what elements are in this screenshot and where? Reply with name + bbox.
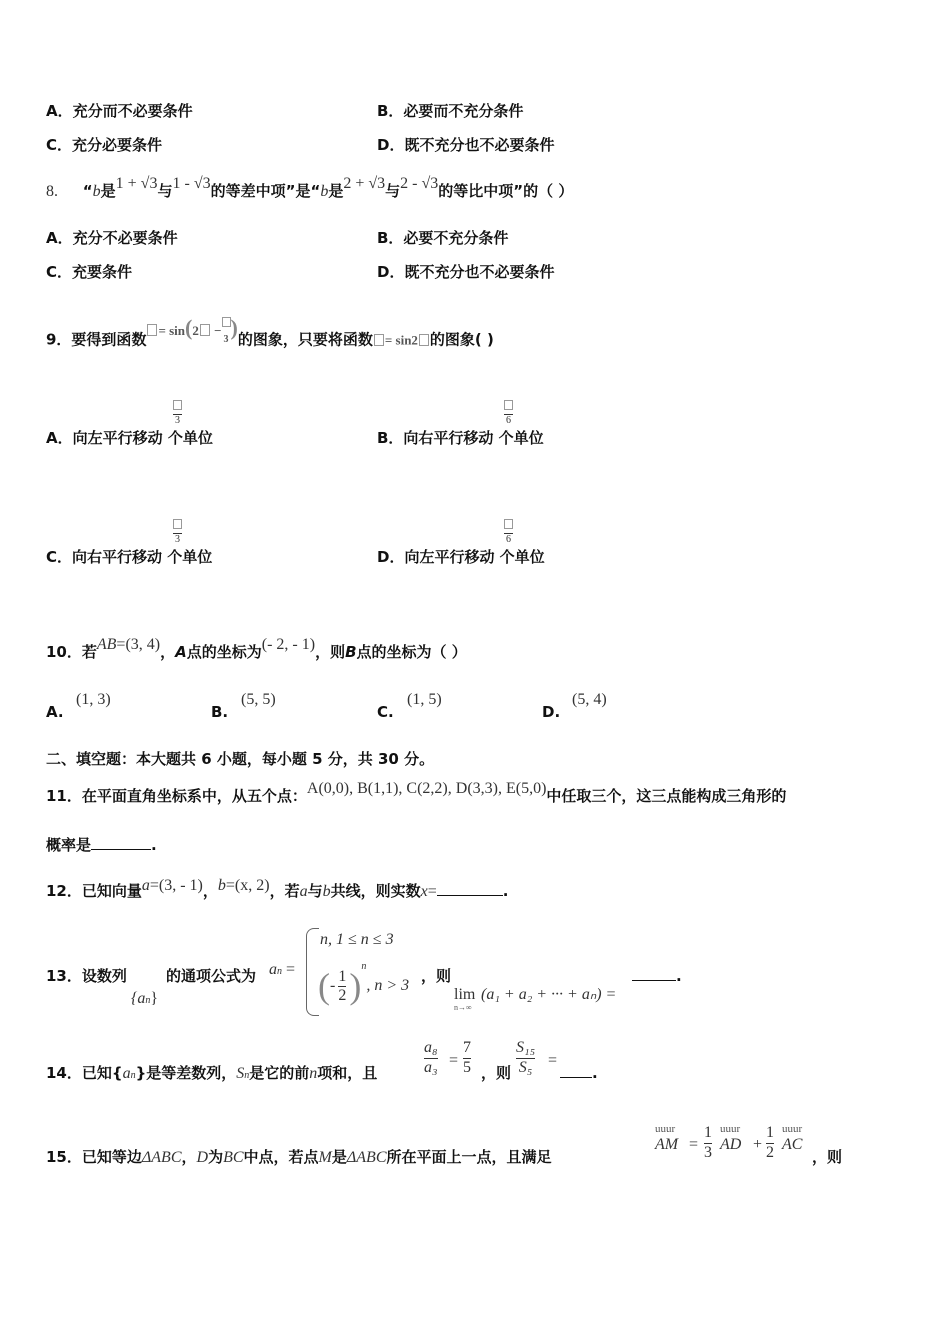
q9-option-b: B．向右平行移动 个单位: [377, 429, 544, 447]
q15-vector-ad: AD: [720, 1136, 742, 1153]
q7-option-c: C．充分必要条件: [46, 136, 163, 154]
q8-option-c: C．充要条件: [46, 263, 133, 281]
q13-lim-sub: n→∞: [454, 1003, 472, 1012]
q13-label: 13．设数列: [46, 967, 127, 985]
answer-blank: [632, 980, 676, 981]
q15-stem: 15．已知等边ΔABC，D为BC中点，若点M是ΔABC所在平面上一点，且满足: [46, 1148, 552, 1166]
q10-option-b-value: (5, 5): [241, 691, 276, 708]
q10-option-c-label: C.: [377, 703, 394, 721]
vector-arrow-am: uuur: [655, 1123, 676, 1135]
placeholder-glyph-icon: [504, 400, 513, 410]
q9-function-2: = sin2: [384, 332, 418, 348]
q8-stem: 8. “b是1 + √3与1 - √3的等差中项”是“b是2 + √3与2 - √3的等比中项”的（ ）: [46, 175, 574, 200]
section-heading: 二、填空题：本大题共 6 小题，每小题 5 分，共 30 分。: [46, 750, 435, 768]
answer-blank: [437, 895, 503, 896]
q9-option-a: A．向左平行移动 个单位: [46, 429, 213, 447]
q7-option-b: B．必要而不充分条件: [377, 102, 524, 120]
placeholder-glyph-icon: [222, 317, 231, 327]
q13-case-2: (- $\frac{1}{2}$ )$^n$, n > 3: [318, 960, 410, 1007]
q7-option-d: D．既不充分也不必要条件: [377, 136, 555, 154]
placeholder-glyph-icon: [173, 400, 182, 410]
q8-option-d: D．既不充分也不必要条件: [377, 263, 555, 281]
q14-stem: 14．已知{an}是等差数列，Sn是它的前n项和，且: [46, 1064, 378, 1082]
q9-option-d: D．向左平行移动 个单位: [377, 548, 545, 566]
q9-b-fraction: 6: [504, 400, 513, 427]
q13-end: .: [632, 969, 682, 984]
q12-vector-a: =(3, - 1): [149, 877, 203, 894]
q9-stem: 9．要得到函数= sin(2 − 3)的图象，只要将函数 = sin2 的图象( ): [46, 314, 494, 349]
q11-points: A(0,0), B(1,1), C(2,2), D(3,3), E(5,0): [306, 780, 547, 797]
q8-option-b: B．必要不充分条件: [377, 229, 509, 247]
answer-blank: [91, 849, 151, 850]
q11-line2: 概率是 .: [46, 836, 157, 854]
q13-sum: (a₁ + a₂ + ··· + aₙ) =: [481, 986, 617, 1003]
q8-expr-4: 2 - √3: [400, 175, 439, 192]
q14-fraction-2: 7 5: [463, 1039, 471, 1076]
q14-fraction-3: S₁₅ S₅: [516, 1039, 536, 1076]
q13-case-1: n, 1 ≤ n ≤ 3: [320, 931, 394, 948]
q13-sequence: {an}: [131, 990, 159, 1007]
q15-vector-am: AM: [655, 1136, 679, 1153]
q10-option-d-value: (5, 4): [572, 691, 607, 708]
q13-then: ，则: [421, 967, 452, 985]
q9-function-1: = sin(2 − 3): [146, 321, 237, 339]
q10-option-a-label: A.: [46, 703, 64, 721]
q13-lim: lim: [454, 986, 476, 1003]
q10-option-a-value: (1, 3): [76, 691, 111, 708]
placeholder-glyph-icon: [147, 324, 157, 336]
q8-expr-2: 1 - √3: [172, 175, 211, 192]
q10-point-a: (- 2, - 1): [261, 636, 316, 653]
q12-vector-b: =(x, 2): [225, 877, 270, 894]
q8-expr-3: 2 + √3: [343, 175, 386, 192]
q10-vector-ab: AB: [96, 636, 117, 653]
q9-a-fraction: 3: [173, 400, 182, 427]
placeholder-glyph-icon: [374, 334, 384, 346]
q10-stem: 10．若AB=(3, 4)，A点的坐标为(- 2, - 1)，则B点的坐标为（ ）: [46, 636, 467, 661]
q15-tail: ，则: [812, 1148, 843, 1166]
q13-mid: 的通项公式为: [166, 967, 257, 985]
q7-option-a: A．充分而不必要条件: [46, 102, 193, 120]
q12-stem: 12．已知向量a=(3, - 1)，b=(x, 2)，若a与b共线，则实数x= .: [46, 877, 509, 900]
q8-option-a: A．充分不必要条件: [46, 229, 178, 247]
q14-end: .: [560, 1066, 598, 1081]
q10-option-b-label: B.: [211, 703, 229, 721]
q15-vector-ac: AC: [782, 1136, 803, 1153]
q14-then: ，则: [481, 1064, 512, 1082]
placeholder-glyph-icon: [200, 324, 210, 336]
q10-option-c-value: (1, 5): [407, 691, 442, 708]
q11-stem: 11．在平面直角坐标系中，从五个点：A(0,0), B(1,1), C(2,2), D(3,3), E(5,0)中任取三个，这三点能构成三角形的: [46, 780, 787, 805]
placeholder-glyph-icon: [504, 519, 513, 529]
q15-fraction-2: 1 2: [766, 1124, 774, 1161]
vector-arrow-ad: uuur: [720, 1123, 741, 1135]
q9-c-fraction: 3: [173, 519, 182, 546]
q15-fraction-1: 1 3: [704, 1124, 712, 1161]
q14-fraction-1: a₈ a₃: [424, 1039, 438, 1076]
vector-arrow-ac: uuur: [782, 1123, 803, 1135]
q13-an: an =: [269, 961, 296, 978]
answer-blank: [560, 1077, 592, 1078]
q9-d-fraction: 6: [504, 519, 513, 546]
q8-expr-1: 1 + √3: [115, 175, 158, 192]
q10-option-d-label: D.: [542, 703, 561, 721]
q9-option-c: C．向右平行移动 个单位: [46, 548, 213, 566]
placeholder-glyph-icon: [173, 519, 182, 529]
placeholder-glyph-icon: [419, 334, 429, 346]
